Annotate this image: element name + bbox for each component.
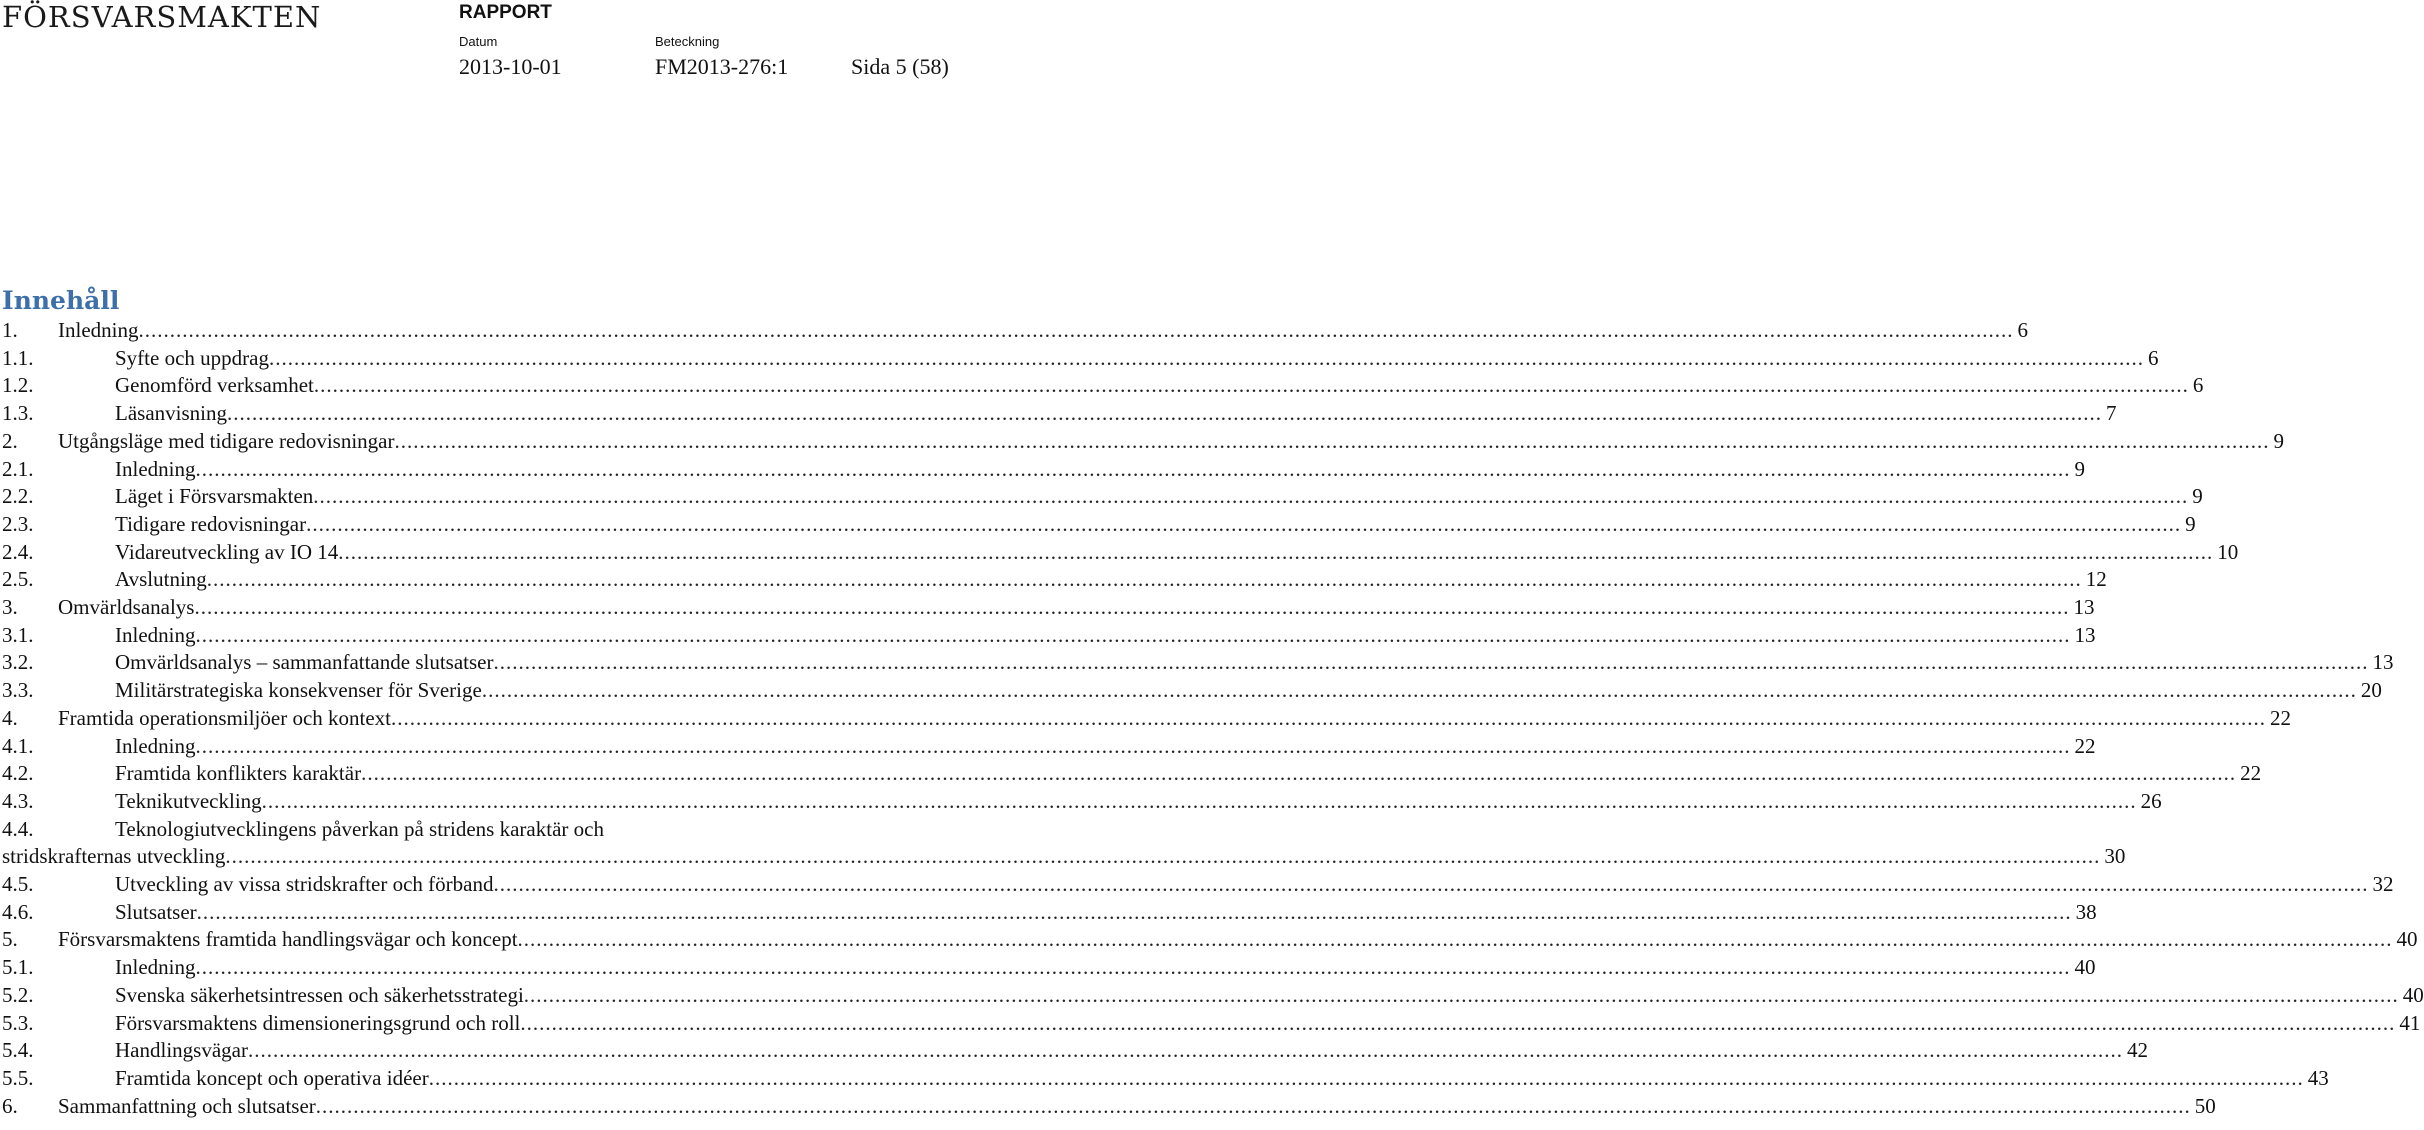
dot-leader: ............................................................................................................................................................................................................................................................................................................ bbox=[338, 539, 2214, 564]
toc-entry-title: Slutsatser bbox=[115, 899, 197, 924]
toc-entry-title: Utveckling av vissa stridskrafter och förband bbox=[115, 872, 494, 896]
toc-entry-page: 22 bbox=[2240, 761, 2262, 786]
dot-leader: ............................................................................................................................................................................................................................................................................................................ bbox=[428, 1065, 2304, 1090]
toc-entry-number: 4.5. bbox=[2, 872, 34, 896]
toc-entry-title: Inledning bbox=[115, 955, 196, 980]
toc-entry-title: Inledning bbox=[115, 733, 196, 758]
toc-entry-page: 13 bbox=[2073, 595, 2095, 619]
toc-entry-page: 30 bbox=[2104, 844, 2126, 869]
dot-leader: ............................................................................................................................................................................................................................................................................................................ bbox=[194, 595, 2070, 619]
dot-leader: ............................................................................................................................................................................................................................................................................................................ bbox=[481, 678, 2357, 703]
toc-entry-title: Sammanfattning och slutsatser bbox=[58, 1093, 316, 1118]
toc-entry-number: 1.2. bbox=[2, 373, 34, 398]
toc-entry-title: Läsanvisning bbox=[115, 401, 227, 426]
toc-entry-page: 40 bbox=[2074, 955, 2096, 980]
toc-entry-number: 1.3. bbox=[2, 401, 34, 426]
toc-entry-number: 2. bbox=[2, 428, 18, 453]
toc-entry-number: 3. bbox=[2, 595, 18, 619]
dot-leader: ............................................................................................................................................................................................................................................................................................................ bbox=[138, 318, 2014, 342]
toc-entry-title: Framtida operationsmiljöer och kontext bbox=[58, 705, 392, 730]
toc-entry-number: 5.1. bbox=[2, 955, 34, 980]
toc-entry-page: 40 bbox=[2402, 982, 2424, 1007]
dot-leader: ............................................................................................................................................................................................................................................................................................................ bbox=[225, 844, 2101, 869]
dot-leader: ............................................................................................................................................................................................................................................................................................................ bbox=[226, 401, 2102, 426]
dot-leader: ............................................................................................................................................................................................................................................................................................................ bbox=[361, 761, 2237, 786]
toc-entry-page: 20 bbox=[2360, 678, 2382, 703]
datum-label: Datum bbox=[459, 34, 498, 49]
toc-entry-page: 13 bbox=[2372, 650, 2394, 675]
dot-leader: ............................................................................................................................................................................................................................................................................................................ bbox=[493, 650, 2369, 675]
toc-entry-page: 9 bbox=[2192, 484, 2203, 509]
toc-entry-page: 6 bbox=[2192, 373, 2204, 398]
toc-entry-title: Handlingsvägar bbox=[115, 1038, 248, 1063]
toc-entry-title: Inledning bbox=[115, 456, 196, 481]
toc-entry-title: Läget i Försvarsmakten bbox=[115, 484, 314, 509]
dot-leader: ............................................................................................................................................................................................................................................................................................................ bbox=[313, 484, 2189, 509]
toc-entry-page: 43 bbox=[2307, 1065, 2329, 1090]
toc-entry-page: 32 bbox=[2372, 872, 2394, 896]
toc-entry-page: 9 bbox=[2185, 511, 2196, 536]
toc-entry-number: 5.3. bbox=[2, 1010, 34, 1035]
dot-leader: ............................................................................................................................................................................................................................................................................................................ bbox=[391, 705, 2267, 730]
page-number: Sida 5 (58) bbox=[851, 54, 949, 79]
dot-leader: ............................................................................................................................................................................................................................................................................................................ bbox=[247, 1038, 2123, 1063]
toc-entry-title: Avslutning bbox=[115, 567, 207, 592]
toc-entry-title: Framtida konflikters karaktär bbox=[115, 761, 362, 786]
toc-entry-number: 4.1. bbox=[2, 733, 34, 758]
dot-leader: ............................................................................................................................................................................................................................................................................................................ bbox=[394, 428, 2270, 453]
forsvarsmakten-logo: FÖRSVARSMAKTEN bbox=[2, 0, 322, 34]
toc-entry-number: 2.1. bbox=[2, 456, 34, 481]
beteckning-label: Beteckning bbox=[655, 34, 720, 49]
dot-leader: ............................................................................................................................................................................................................................................................................................................ bbox=[520, 1010, 2396, 1035]
toc-entry-title: Vidareutveckling av IO 14 bbox=[115, 539, 339, 564]
toc-entry-title: Tidigare redovisningar bbox=[115, 511, 307, 536]
dot-leader: ............................................................................................................................................................................................................................................................................................................ bbox=[195, 955, 2071, 980]
toc-entry-page: 13 bbox=[2074, 622, 2096, 647]
toc-entry-page: 38 bbox=[2075, 899, 2097, 924]
toc-entry-number: 6. bbox=[2, 1093, 18, 1118]
toc-entry-page: 50 bbox=[2194, 1093, 2216, 1118]
dot-leader: ............................................................................................................................................................................................................................................................................................................ bbox=[196, 899, 2072, 924]
toc-entry-page: 7 bbox=[2105, 401, 2117, 426]
dot-leader: ............................................................................................................................................................................................................................................................................................................ bbox=[268, 345, 2144, 370]
dot-leader: ............................................................................................................................................................................................................................................................................................................ bbox=[306, 511, 2182, 536]
toc-entry-title: Inledning bbox=[115, 622, 196, 647]
toc-entry-title: Teknologiutvecklingens påverkan på stridens karaktär och bbox=[115, 816, 604, 841]
dot-leader: ............................................................................................................................................................................................................................................................................................................ bbox=[517, 927, 2393, 952]
dot-leader: ............................................................................................................................................................................................................................................................................................................ bbox=[523, 982, 2399, 1007]
datum-value: 2013-10-01 bbox=[459, 54, 562, 79]
toc-entry-number: 2.2. bbox=[2, 484, 34, 509]
toc-entry-page: 41 bbox=[2399, 1010, 2421, 1035]
dot-leader: ............................................................................................................................................................................................................................................................................................................ bbox=[206, 567, 2082, 592]
dot-leader: ............................................................................................................................................................................................................................................................................................................ bbox=[261, 788, 2137, 813]
toc-entry-number: 4.3. bbox=[2, 788, 34, 813]
toc-entry-title: Genomförd verksamhet bbox=[115, 373, 314, 398]
toc-entry-title: Militärstrategiska konsekvenser för Sverige bbox=[115, 678, 482, 703]
toc-entry-number: 4.6. bbox=[2, 899, 34, 924]
toc-entry-page: 6 bbox=[2147, 345, 2159, 370]
dot-leader: ............................................................................................................................................................................................................................................................................................................ bbox=[493, 872, 2369, 896]
toc-entry-number: 5.2. bbox=[2, 982, 34, 1007]
toc-entry-title: Teknikutveckling bbox=[115, 788, 262, 813]
toc-entry-page: 22 bbox=[2074, 733, 2096, 758]
toc-entry-title: Försvarsmaktens framtida handlingsvägar och koncept bbox=[58, 927, 518, 952]
toc-entry-number: 4.4. bbox=[2, 816, 34, 841]
toc-entry-number: 2.3. bbox=[2, 511, 34, 536]
dot-leader: ............................................................................................................................................................................................................................................................................................................ bbox=[315, 1093, 2191, 1118]
toc-entry-page: 9 bbox=[2074, 456, 2085, 481]
toc-entry-title: Försvarsmaktens dimensioneringsgrund och roll bbox=[115, 1010, 521, 1035]
dot-leader: ............................................................................................................................................................................................................................................................................................................ bbox=[195, 622, 2071, 647]
toc-entry-page: 10 bbox=[2217, 539, 2239, 564]
toc-entry-number: 4. bbox=[2, 705, 18, 730]
toc-entry-number: 2.4. bbox=[2, 539, 34, 564]
dot-leader: ............................................................................................................................................................................................................................................................................................................ bbox=[195, 456, 2071, 481]
toc-entry-page: 40 bbox=[2396, 927, 2418, 952]
toc-entry-page: 26 bbox=[2140, 788, 2162, 813]
toc-entry-number: 4.2. bbox=[2, 761, 34, 786]
toc-entry-page: 22 bbox=[2270, 705, 2292, 730]
toc-entry-number: 5.5. bbox=[2, 1065, 34, 1090]
toc-entry-number: 1.1. bbox=[2, 345, 34, 370]
dot-leader: ............................................................................................................................................................................................................................................................................................................ bbox=[195, 733, 2071, 758]
toc-entry-title: Svenska säkerhetsintressen och säkerhetsstrategi bbox=[115, 982, 524, 1007]
toc-heading: Innehåll bbox=[2, 286, 120, 315]
toc-entry-page: 42 bbox=[2126, 1038, 2148, 1063]
toc-entry-number: 3.1. bbox=[2, 622, 34, 647]
toc-entry-title: Utgångsläge med tidigare redovisningar bbox=[58, 428, 395, 453]
toc-entry-number: 2.5. bbox=[2, 567, 34, 592]
toc-entry-title: Inledning bbox=[58, 318, 139, 342]
document-type: RAPPORT bbox=[459, 2, 552, 23]
toc-entry-page: 12 bbox=[2085, 567, 2107, 592]
toc-entry-number: 3.3. bbox=[2, 678, 34, 703]
toc-entry-title: Syfte och uppdrag bbox=[115, 345, 269, 370]
toc-entry-title: Omvärldsanalys bbox=[58, 595, 195, 619]
toc-entry-title: Framtida koncept och operativa idéer bbox=[115, 1065, 429, 1090]
toc-entry-number: 1. bbox=[2, 318, 18, 342]
beteckning-value: FM2013-276:1 bbox=[655, 54, 789, 79]
toc-entry-number: 3.2. bbox=[2, 650, 34, 675]
toc-entry-page: 9 bbox=[2273, 428, 2284, 453]
toc-entry-title: Omvärldsanalys – sammanfattande slutsatser bbox=[115, 650, 494, 675]
dot-leader: ............................................................................................................................................................................................................................................................................................................ bbox=[313, 373, 2189, 398]
toc-entry-page: 6 bbox=[2017, 318, 2028, 342]
toc-entry-number: 5.4. bbox=[2, 1038, 34, 1063]
toc-entry-title-continued: stridskrafternas utveckling bbox=[2, 844, 226, 869]
toc-entry-number: 5. bbox=[2, 927, 18, 952]
